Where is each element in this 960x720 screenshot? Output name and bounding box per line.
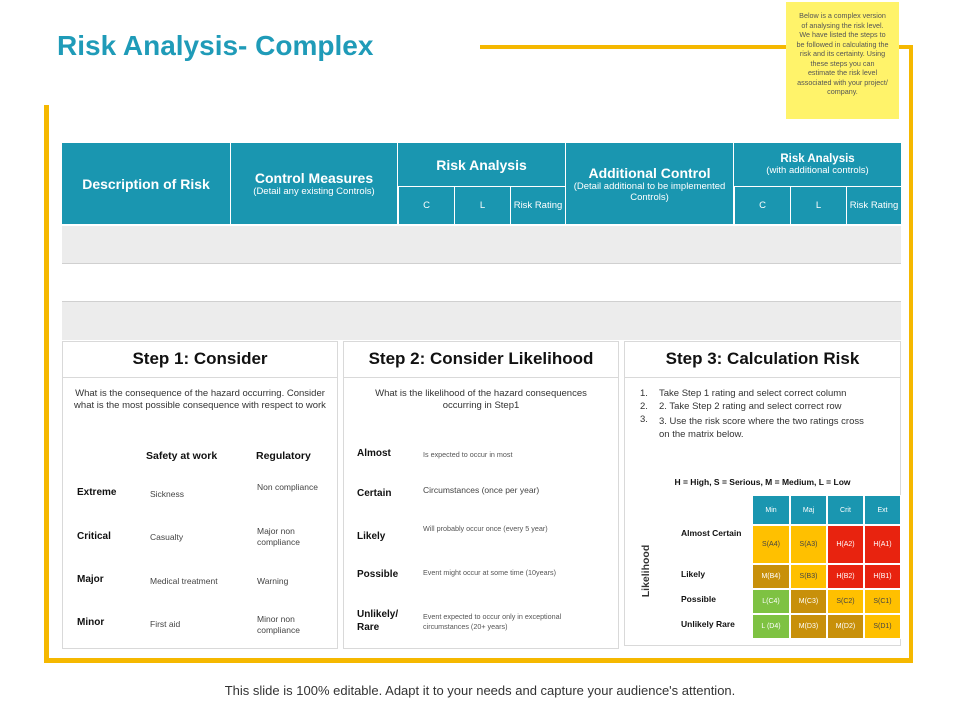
matrix-cell: M(D2) (827, 614, 864, 639)
col-additional-control-sub: (Detail additional to be implemented Controls) (573, 180, 726, 203)
matrix-cell: L(C4) (752, 589, 790, 614)
matrix-row-label: Likely (681, 569, 706, 579)
step3-title: Step 3: Calculation Risk (665, 349, 860, 368)
frame-line-right (909, 45, 913, 663)
step1-row-regulatory: Minor non compliance (257, 614, 300, 635)
table-row (62, 226, 901, 263)
col-risk-analysis-additional-sub: (with additional controls) (766, 165, 869, 176)
col-control-measures (231, 143, 397, 224)
matrix-cell: H(B2) (827, 564, 864, 589)
step1-header-safety: Safety at work (146, 450, 218, 462)
matrix-col-header: Crit (827, 495, 864, 525)
step1-row-label: Critical (77, 531, 111, 542)
col-description-of-risk (62, 143, 230, 224)
col-risk-analysis-additional-c: C (734, 187, 790, 224)
matrix-col-header: Ext (864, 495, 901, 525)
col-additional-control-label: Additional Control (588, 164, 711, 181)
step2-row-label: Unlikely/ Rare (357, 609, 399, 633)
step2-row-label: Likely (357, 531, 386, 542)
matrix-cell: H(A2) (827, 525, 864, 564)
step2-row-text: Will probably occur once (every 5 year) (423, 524, 548, 533)
step3-step-text: Take Step 1 rating and select correct column (659, 388, 847, 399)
matrix-cell: M(C3) (790, 589, 827, 614)
matrix-row-label: Unlikely Rare (681, 619, 735, 629)
step1-row-safety: Casualty (150, 532, 184, 542)
step2-row-text: Event expected to occur only in exceptional circumstances (20+ years) (423, 612, 562, 631)
step1-description: What is the consequence of the hazard occurring. Consider what is the most possible consequence with respect to work (74, 388, 326, 411)
sticky-note: Below is a complex version of analysing the risk level. We have listed the steps to be followed in calculating the risk and its certainty. Using these steps you can estimate the risk level associated with your project/ company. (786, 2, 899, 119)
matrix-cell: H(A1) (864, 525, 901, 564)
matrix-cell: H(B1) (864, 564, 901, 589)
matrix-col-header: Min (752, 495, 790, 525)
frame-line-bottom (44, 658, 913, 663)
matrix-cell: S(C1) (864, 589, 901, 614)
table-row (62, 264, 901, 301)
matrix-cell: S(A4) (752, 525, 790, 564)
step1-row-label: Minor (77, 617, 105, 628)
col-risk-analysis-additional-rating: Risk Rating (846, 187, 901, 224)
page-title: Risk Analysis- Complex (57, 30, 374, 61)
risk-matrix (674, 495, 902, 641)
col-additional-control (566, 143, 733, 224)
col-risk-analysis-l: L (454, 187, 510, 224)
step2-row-label: Certain (357, 488, 392, 499)
step2-row-text: Circumstances (once per year) (423, 485, 540, 495)
col-risk-analysis-additional (734, 143, 901, 186)
matrix-col-header: Maj (790, 495, 827, 525)
frame-line-left (44, 105, 49, 663)
step1-row-regulatory: Non compliance (257, 482, 318, 492)
col-control-measures-sub: (Detail any existing Controls) (253, 186, 375, 197)
matrix-cell: S(B3) (790, 564, 827, 589)
col-description-label: Description of Risk (82, 175, 210, 192)
step1-row-safety: Sickness (150, 489, 185, 499)
col-risk-analysis (398, 143, 565, 186)
step1-row-regulatory: Warning (257, 576, 289, 586)
matrix-cell: M(D3) (790, 614, 827, 639)
step2-row-label: Possible (357, 569, 399, 580)
matrix-row-label: Possible (681, 594, 716, 604)
matrix-cell: S(C2) (827, 589, 864, 614)
step2-description: What is the likelihood of the hazard consequences occurring in Step1 (375, 388, 587, 411)
col-risk-analysis-additional-l: L (790, 187, 846, 224)
matrix-cell: S(D1) (864, 614, 901, 639)
step2-row-label: Almost (357, 448, 391, 459)
table-row (62, 302, 901, 340)
step3-step-text: 2. Take Step 2 rating and select correct row (659, 401, 842, 412)
step2-row-text: Event might occur at some time (10years) (423, 568, 557, 577)
col-risk-analysis-rating: Risk Rating (510, 187, 565, 224)
col-risk-analysis-label: Risk Analysis (436, 156, 527, 173)
step3-step-num: 3. (640, 414, 648, 425)
step2-title: Step 2: Consider Likelihood (368, 349, 594, 368)
matrix-cell: S(A3) (790, 525, 827, 564)
step1-title: Step 1: Consider (132, 349, 268, 368)
step1-row-safety: First aid (150, 619, 181, 629)
matrix-row-label: Almost Certain (681, 528, 742, 538)
col-risk-analysis-additional-label: Risk Analysis (780, 153, 855, 165)
step3-step-num: 2. (640, 401, 648, 412)
col-risk-analysis-c: C (398, 187, 454, 224)
matrix-cell: M(B4) (752, 564, 790, 589)
step1-row-label: Extreme (77, 487, 117, 498)
col-control-measures-label: Control Measures (254, 170, 374, 186)
step3-legend: H = High, S = Serious, M = Medium, L = Low (674, 477, 851, 487)
step2-row-text: Is expected to occur in most (423, 450, 513, 459)
step3-divider (624, 377, 901, 378)
step2-divider (343, 377, 619, 378)
step1-row-safety: Medical treatment (150, 576, 218, 586)
step1-row-label: Major (77, 574, 104, 585)
step1-divider (62, 377, 338, 378)
step3-step-text: 3. Use the risk score where the two ratings cross on the matrix below. (659, 416, 864, 440)
step1-header-regulatory: Regulatory (256, 450, 311, 462)
step1-row-regulatory: Major non compliance (257, 526, 300, 547)
step3-step-num: 1. (640, 388, 648, 399)
matrix-axis-likelihood: Likelihood (640, 544, 652, 598)
matrix-cell: L (D4) (752, 614, 790, 639)
footer-caption: This slide is 100% editable. Adapt it to your needs and capture your audience's attention. (224, 683, 736, 698)
